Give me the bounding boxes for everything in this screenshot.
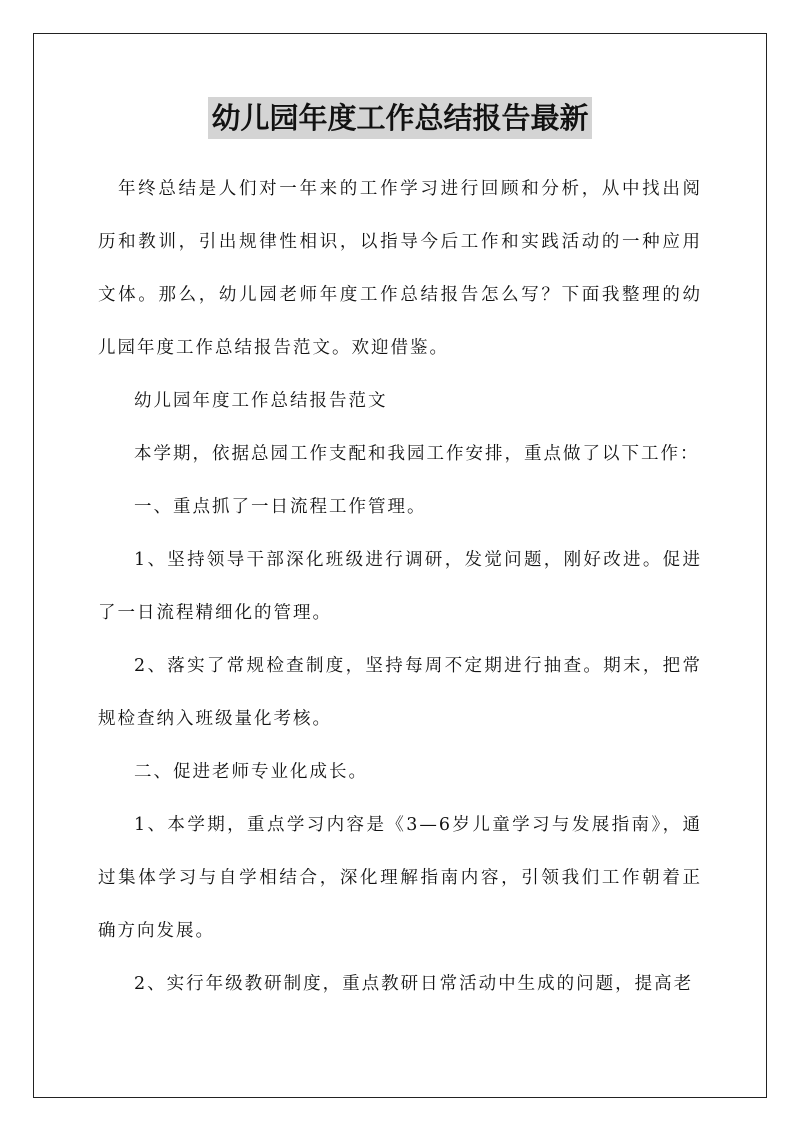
overview-paragraph: 本学期，依据总园工作支配和我园工作安排，重点做了以下工作： — [134, 444, 700, 464]
section-one-heading: 一、重点抓了一日流程工作管理。 — [134, 497, 427, 517]
section-two-item-2: 2、实行年级教研制度，重点教研日常活动中生成的问题，提高老 — [134, 974, 694, 994]
title-container — [0, 97, 800, 139]
section-one-item-2: 2、落实了常规检查制度，坚持每周不定期进行抽查。期末，把常规检查纳入班级量化考核。 — [98, 656, 702, 729]
intro-paragraph: 年终总结是人们对一年来的工作学习进行回顾和分析，从中找出阅历和教训，引出规律性相识，以指导今后工作和实践活动的一种应用文体。那么，幼儿园老师年度工作总结报告怎么写？下面我整理的幼儿园年度工作总结报告范文。欢迎借鉴。 — [98, 179, 702, 358]
section-two-heading: 二、促进老师专业化成长。 — [134, 762, 368, 782]
document-title: 幼儿园年度工作总结报告最新 — [208, 97, 591, 139]
section-two-item-1: 1、本学期，重点学习内容是《3—6岁儿童学习与发展指南》，通过集体学习与自学相结合，深化理解指南内容，引领我们工作朝着正确方向发展。 — [98, 815, 702, 941]
document-body — [98, 163, 702, 1011]
subtitle-paragraph: 幼儿园年度工作总结报告范文 — [134, 391, 388, 411]
section-one-item-1: 1、坚持领导干部深化班级进行调研，发觉问题，刚好改进。促进了一日流程精细化的管理。 — [98, 550, 702, 623]
